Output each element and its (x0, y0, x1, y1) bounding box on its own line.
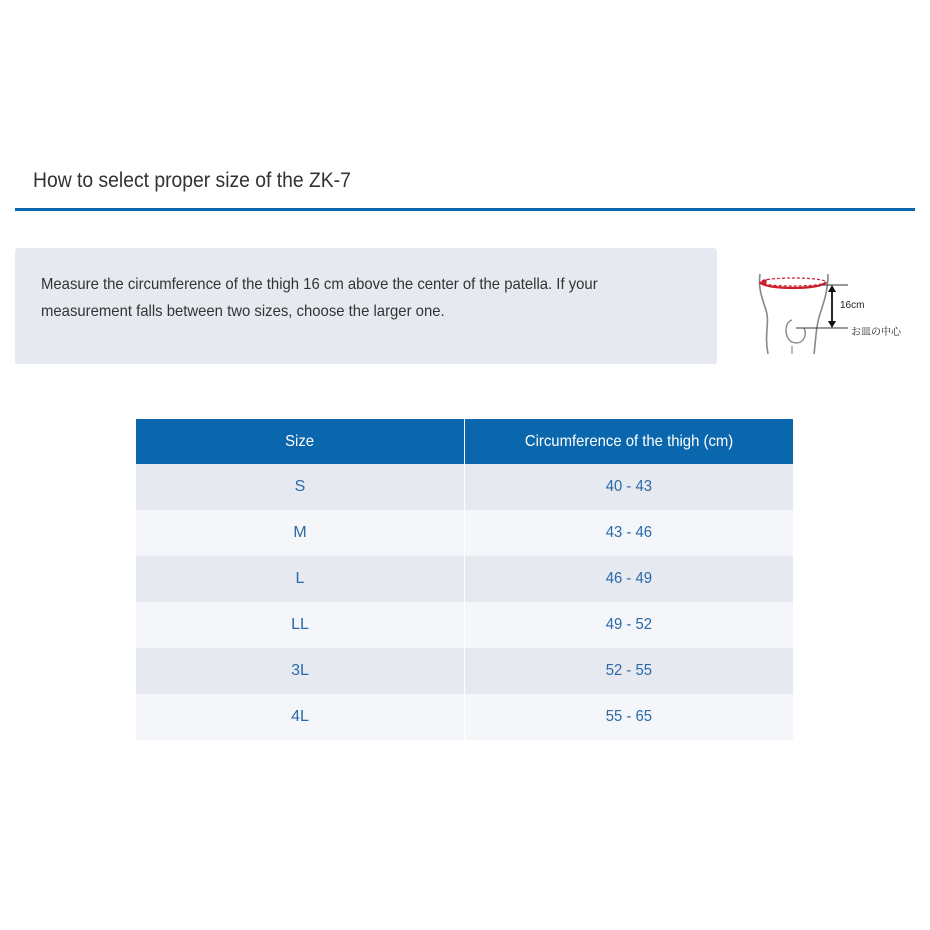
distance-arrow-up-icon (828, 285, 836, 292)
range-value: 43 - 46 (605, 524, 653, 541)
table-header-row (136, 419, 793, 464)
size-cell: 3L (136, 648, 465, 694)
range-value: 52 - 55 (605, 662, 653, 679)
range-cell (465, 510, 794, 556)
table-row (136, 464, 793, 510)
distance-label: 16cm (840, 300, 865, 311)
table-row (136, 648, 793, 694)
column-header-size (136, 419, 465, 464)
title-divider (15, 208, 915, 211)
range-cell (465, 694, 794, 740)
section-title: How to select proper size of the ZK-7 (33, 169, 351, 192)
range-value: 46 - 49 (605, 570, 653, 587)
range-cell (465, 648, 794, 694)
size-chart-table (136, 419, 793, 740)
size-cell: 4L (136, 694, 465, 740)
note-line-1: Measure the circumference of the thigh 16 cm above the center of the patella. If your (41, 276, 598, 293)
table-row (136, 602, 793, 648)
knee-measurement-diagram (750, 268, 910, 360)
distance-arrow-down-icon (828, 321, 836, 328)
table-row (136, 510, 793, 556)
size-cell: M (136, 510, 465, 556)
range-value: 55 - 65 (605, 708, 653, 725)
size-cell: S (136, 464, 465, 510)
kneecap-outline (786, 320, 805, 343)
column-header-circumference-label: Circumference of the thigh (cm) (524, 432, 734, 450)
range-cell (465, 556, 794, 602)
column-header-circumference (465, 419, 794, 464)
range-value: 49 - 52 (605, 616, 653, 633)
size-cell: LL (136, 602, 465, 648)
note-line-2: measurement falls between two sizes, choose the larger one. (41, 303, 445, 320)
table-row (136, 556, 793, 602)
measurement-band-back (760, 278, 826, 286)
range-cell (465, 602, 794, 648)
kneecap-center-label: お皿の中心 (851, 327, 901, 338)
table-row (136, 694, 793, 740)
measurement-note-text (41, 271, 673, 325)
range-value: 40 - 43 (605, 478, 653, 495)
size-cell: L (136, 556, 465, 602)
range-cell (465, 464, 794, 510)
column-header-size-label: Size (285, 432, 315, 450)
